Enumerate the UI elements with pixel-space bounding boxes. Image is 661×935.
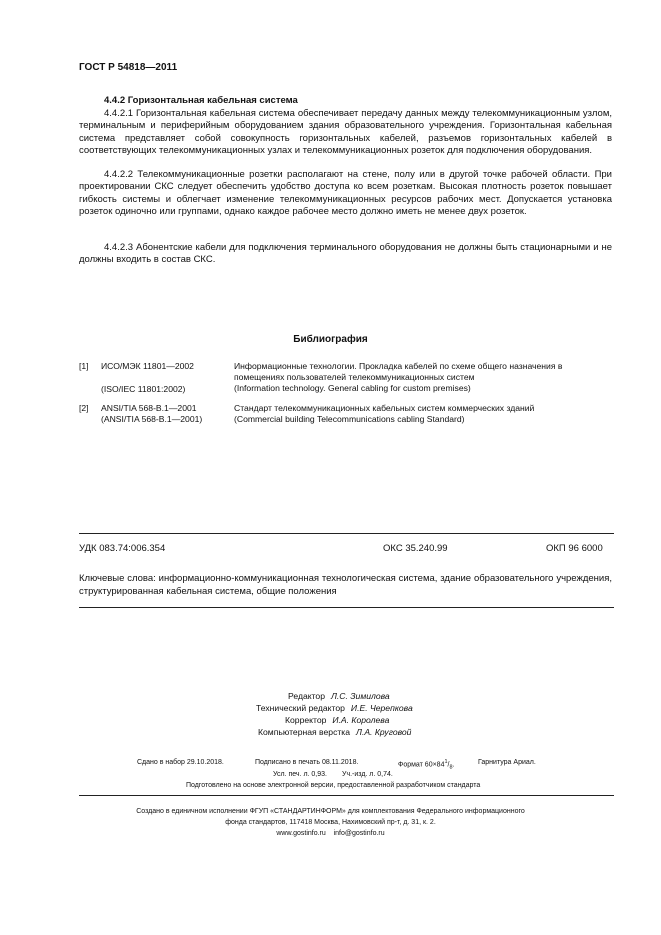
footer-email[interactable]: info@gostinfo.ru — [333, 830, 385, 837]
separator-line — [79, 795, 614, 796]
credit-name: И.Е. Черепкова — [350, 703, 413, 713]
format-numerator: 1 — [444, 759, 448, 765]
bibliography-title: Библиография — [293, 334, 368, 345]
credit-corrector — [285, 714, 389, 726]
credit-role: Редактор — [288, 691, 325, 701]
okp-code: ОКП 96 6000 — [546, 543, 603, 554]
credit-role: Технический редактор — [256, 703, 345, 713]
paragraph-4-4-2-3: 4.4.2.3 Абонентские кабели для подключения терминального оборудования не должны быть стационарными и не должны входить в состав СКС. — [79, 242, 612, 266]
bib-desc-line: Стандарт телекоммуникационных кабельных систем коммерческих зданий — [234, 403, 535, 413]
credit-tech-editor — [256, 702, 413, 714]
bib-entry-number: [1] — [79, 361, 89, 371]
format-suffix: . — [452, 761, 455, 769]
imprint-prepared: Подготовлено на основе электронной версии, предоставленной разработчиком стандарта — [186, 782, 481, 789]
footer-line-1: Создано в единичном исполнении ФГУП «СТАНДАРТИНФОРМ» для комплектования Федерального информационного — [136, 808, 525, 815]
oks-code: ОКС 35.240.99 — [383, 543, 448, 554]
footer-line-2: фонда стандартов, 117418 Москва, Нахимовский пр-т, д. 31, к. 2. — [225, 819, 436, 826]
bib-entry-description — [234, 361, 614, 394]
credit-editor — [288, 690, 390, 702]
bib-entry-code-alt: (ANSI/TIA 568-B.1—2001) — [101, 414, 203, 424]
imprint-signed: Подписано в печать 08.11.2018. — [255, 759, 359, 766]
bib-desc-line: Информационные технологии. Прокладка кабелей по схеме общего назначения в — [234, 361, 563, 371]
bib-desc-line: (Information technology. General cabling for custom premises) — [234, 383, 471, 393]
keywords: Ключевые слова: информационно-коммуникационная технологическая система, здание образовательного учреждения, структурированная кабельная система, общие положения — [79, 573, 612, 597]
bib-desc-line: помещениях пользователей телекоммуникационных систем — [234, 372, 475, 382]
separator-line — [79, 607, 614, 608]
credit-name: Л.С. Зимилова — [331, 691, 390, 701]
bib-entry-description — [234, 403, 614, 425]
credit-role: Компьютерная верстка — [258, 727, 351, 737]
paragraph-4-4-2-1: 4.4.2.1 Горизонтальная кабельная система обеспечивает передачу данных между телекоммуникационным узлом, терминальным и периферийным оборудованием здания образовательного учреждения. Горизонтальная кабельная система представляет собой совокупность горизонтальных кабелей, разъемов горизонтальных кабелей в соответствующих телекоммуникационных узлах и телекоммуникационных розеток для подключения оборудования. — [79, 108, 612, 156]
document-header: ГОСТ Р 54818—2011 — [79, 62, 178, 73]
credit-name: И.А. Королева — [332, 715, 390, 725]
separator-line — [79, 533, 614, 534]
bib-entry-number: [2] — [79, 403, 89, 413]
section-title: 4.4.2 Горизонтальная кабельная система — [104, 95, 298, 106]
imprint-publ-sheets: Уч.-изд. л. 0,74. — [342, 771, 393, 778]
format-denominator: 8 — [449, 764, 453, 771]
footer-contacts — [0, 828, 661, 839]
imprint-sheets: Усл. печ. л. 0,93. — [273, 771, 327, 778]
udk-code: УДК 083.74:006.354 — [79, 543, 166, 554]
bib-entry-code-alt: (ISO/IEC 11801:2002) — [101, 384, 186, 394]
imprint-format: Формат $60\times 84^1/_8$. — [398, 759, 455, 771]
imprint-typeface: Гарнитура Ариал. — [478, 759, 536, 766]
imprint-sent: Сдано в набор 29.10.2018. — [137, 759, 224, 766]
credit-role: Корректор — [285, 715, 327, 725]
bib-entry-code: ИСО/МЭК 11801—2002 — [101, 361, 194, 371]
format-prefix: Формат 60×84 — [398, 761, 445, 769]
paragraph-4-4-2-2: 4.4.2.2 Телекоммуникационные розетки располагают на стене, полу или в другой точке рабочей области. При проектировании СКС следует обеспечить удобство доступа ко всем розеткам. Высокая плотность розеток повышает гибкость системы и облегчает изменение телекоммуникационных ресурсов рабочих мест. Допускается установка розеток одиночно или группами, однако каждое рабочее место должно иметь не менее двух розеток. — [79, 169, 612, 217]
credit-layout — [258, 726, 411, 738]
bib-desc-line: (Commercial building Telecommunications cabling Standard) — [234, 414, 465, 424]
footer-website[interactable]: www.gostinfo.ru — [276, 830, 326, 837]
bib-entry-code: ANSI/TIA 568-B.1—2001 — [101, 403, 197, 413]
credit-name: Л.А. Круговой — [356, 727, 412, 737]
